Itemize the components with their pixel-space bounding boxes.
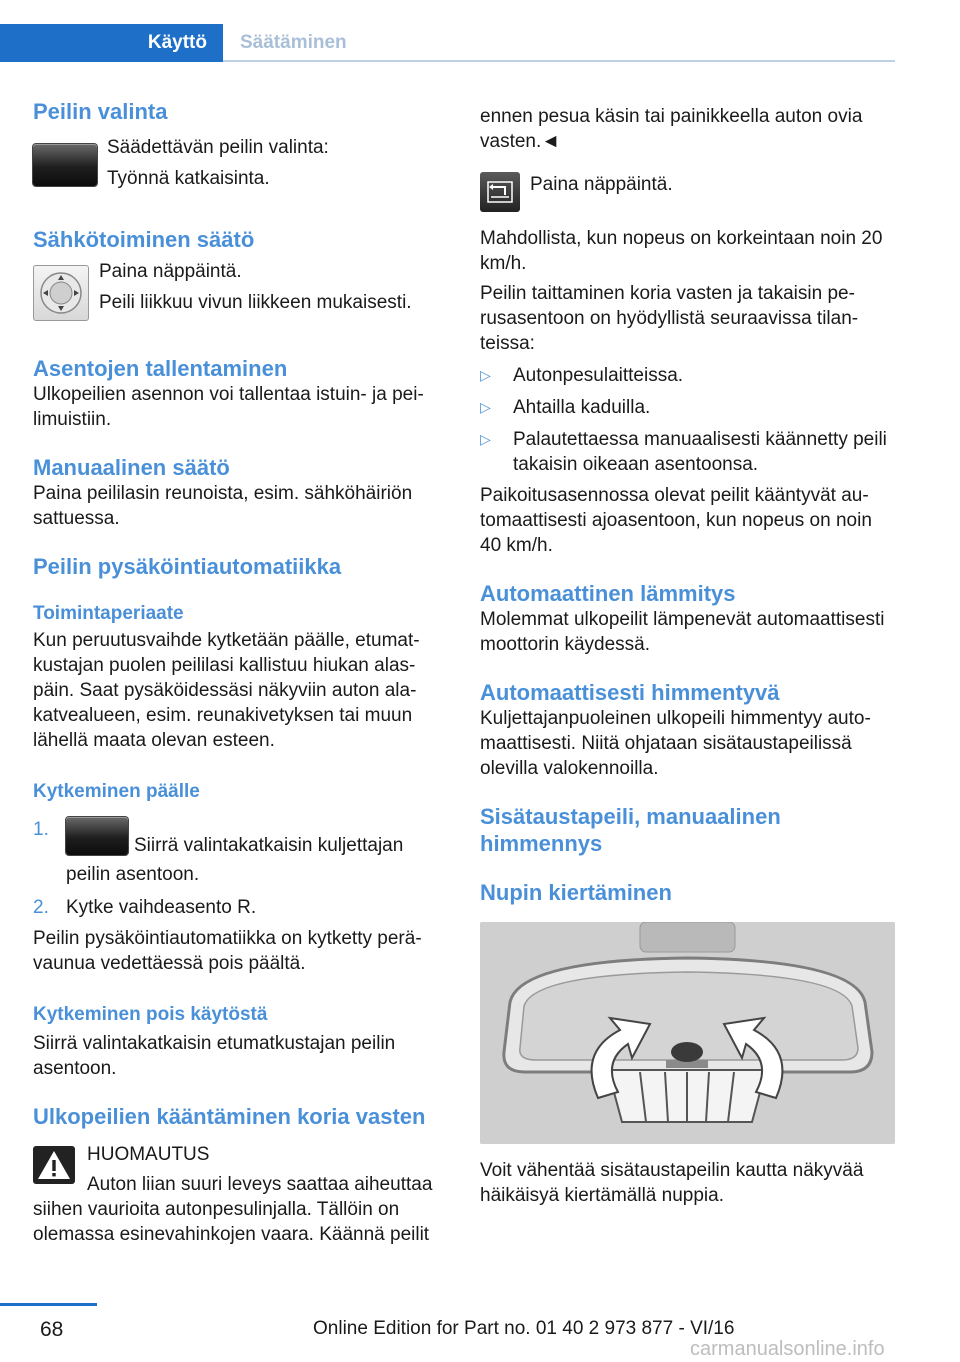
memory-text: Ulkopeilien asennon voi tallentaa istuin- ja peilimuistiin. bbox=[33, 384, 424, 430]
manual-adjust-text: Paina peililasin reunoista, esim. sähköhäiriön sattuessa. bbox=[33, 483, 413, 529]
joystick-icon bbox=[33, 265, 89, 321]
right-column bbox=[480, 98, 895, 1208]
situations-list bbox=[480, 363, 895, 477]
step-text: Siirrä valintakatkaisin kuljettajan peilin asentoon. bbox=[66, 835, 404, 885]
mirror-select-line1: Säädettävän peilin valinta: bbox=[107, 137, 329, 158]
bullet-arrow-icon: ▷ bbox=[480, 431, 491, 447]
list-item bbox=[480, 427, 895, 477]
principle-text: Kun peruutusvaihde kytketään päälle, etumatkustajan puolen peililasi kallistuu hiukan alaspäin. Saat pysäköidessäsi näkyviin auton alakatvealueen, esim. reunakivetyksen tai muun lähellä maata olevan esteen. bbox=[33, 630, 420, 751]
rearview-mirror-illustration bbox=[480, 922, 895, 1144]
step-number: 2. bbox=[33, 897, 49, 918]
rearview-mirror-image bbox=[480, 922, 895, 1144]
switch-icon bbox=[66, 817, 128, 855]
fold-button-text: Paina näppäintä. bbox=[530, 174, 673, 195]
usefulness-text: Peilin taittaminen koria vasten ja takaisin perusasentoon on hyödyllistä seuraavissa tilanteissa: bbox=[480, 283, 859, 354]
bullet-text: Autonpesulaitteissa. bbox=[513, 365, 684, 386]
parking-position-text: Paikoitusasennossa olevat peilit kääntyvät automaattisesti ajoasentoon, kun nopeus on noin 40 km/h. bbox=[480, 485, 872, 556]
header-tabs bbox=[0, 24, 895, 62]
bullet-arrow-icon: ▷ bbox=[480, 399, 491, 415]
mirror-select-switch-icon bbox=[33, 144, 97, 186]
edition-info: Online Edition for Part no. 01 40 2 973 877 - VI/16 bbox=[313, 1318, 735, 1339]
list-item bbox=[33, 895, 448, 920]
list-item bbox=[480, 363, 895, 388]
warning-icon bbox=[33, 1146, 75, 1184]
electric-adjust-line2: Peili liikkuu vivun liikkeen mukaisesti. bbox=[99, 292, 412, 313]
electric-adjust-line1: Paina näppäintä. bbox=[99, 261, 242, 282]
heading-sahkotoiminen-saato: Sähkötoiminen säätö bbox=[33, 227, 255, 252]
mirror-select-line2: Työnnä katkaisinta. bbox=[107, 168, 270, 189]
left-column bbox=[33, 98, 448, 1247]
activation-steps bbox=[33, 817, 448, 920]
heating-text: Molemmat ulkopeilit lämpenevät automaattisesti moottorin käydessä. bbox=[480, 609, 885, 655]
mirror-select-row bbox=[33, 137, 448, 191]
tab-saataminen[interactable]: Säätäminen bbox=[240, 32, 347, 53]
heading-nupin-kiertaminen: Nupin kiertäminen bbox=[480, 880, 672, 905]
tab-underline bbox=[223, 60, 895, 62]
heading-himmentyva: Automaattisesti himmentyvä bbox=[480, 680, 780, 705]
subheading-toimintaperiaate: Toimintaperiaate bbox=[33, 603, 184, 624]
heading-asentojen-tallentaminen: Asentojen tallentaminen bbox=[33, 356, 288, 381]
page-number: 68 bbox=[40, 1318, 64, 1341]
list-item bbox=[33, 817, 448, 887]
step-text: Kytke vaihdeasento R. bbox=[66, 897, 257, 918]
heading-sisataustapeili: Sisätaustapeili, manuaalinen himmennys bbox=[480, 804, 781, 856]
subheading-kytkeminen-pois: Kytkeminen pois käytöstä bbox=[33, 1004, 268, 1025]
bullet-arrow-icon: ▷ bbox=[480, 367, 491, 383]
deactivation-text: Siirrä valintakatkaisin etumatkustajan peilin asentoon. bbox=[33, 1033, 396, 1079]
bullet-text: Ahtailla kaduilla. bbox=[513, 397, 651, 418]
subheading-kytkeminen-paalle: Kytkeminen päälle bbox=[33, 781, 200, 802]
mirror-fold-button-icon bbox=[480, 172, 520, 212]
trailer-text: Peilin pysäköintiautomatiikka on kytketty perävaunua vedettäessä pois päältä. bbox=[33, 928, 422, 974]
warning-block bbox=[33, 1142, 448, 1247]
heading-automaattinen-lammitys: Automaattinen lämmitys bbox=[480, 581, 736, 606]
heading-peilin-valinta: Peilin valinta bbox=[33, 99, 168, 124]
fold-button-row bbox=[480, 172, 895, 212]
knob-caption: Voit vähentää sisätaustapeilin kautta näkyvää häikäisyä kiertämällä nuppia. bbox=[480, 1160, 864, 1206]
heading-kaantaminen-koria-vasten: Ulkopeilien kääntäminen koria vasten bbox=[33, 1104, 426, 1129]
step-number: 1. bbox=[33, 819, 49, 840]
tab-kaytto[interactable]: Käyttö bbox=[0, 24, 223, 62]
warning-label: HUOMAUTUS bbox=[87, 1144, 210, 1165]
continued-text: ennen pesua käsin tai painikkeella auton ovia vasten.◄ bbox=[480, 106, 863, 152]
bullet-text: Palautettaessa manuaalisesti käännetty peili takaisin oikeaan asentoonsa. bbox=[513, 429, 887, 475]
list-item bbox=[480, 395, 895, 420]
dimming-text: Kuljettajanpuoleinen ulkopeili himmentyy automaattisesti. Niitä ohjataan sisätaustapeilissä olevilla valokennoilla. bbox=[480, 708, 871, 779]
warning-text: Auton liian suuri leveys saattaa aiheuttaa siihen vaurioita autonpesulinjalla. Tällöin on olemassa esinevahinkojen vaara. Käännä peilit bbox=[33, 1174, 433, 1245]
heading-manuaalinen-saato: Manuaalinen säätö bbox=[33, 455, 230, 480]
footer-line bbox=[0, 1303, 97, 1306]
heading-pysakointiautomatiikka: Peilin pysäköintiautomatiikka bbox=[33, 554, 342, 579]
watermark: carmanualsonline.info bbox=[690, 1338, 885, 1360]
electric-adjust-row bbox=[33, 259, 448, 321]
speed-limit-text: Mahdollista, kun nopeus on korkeintaan noin 20 km/h. bbox=[480, 228, 883, 274]
